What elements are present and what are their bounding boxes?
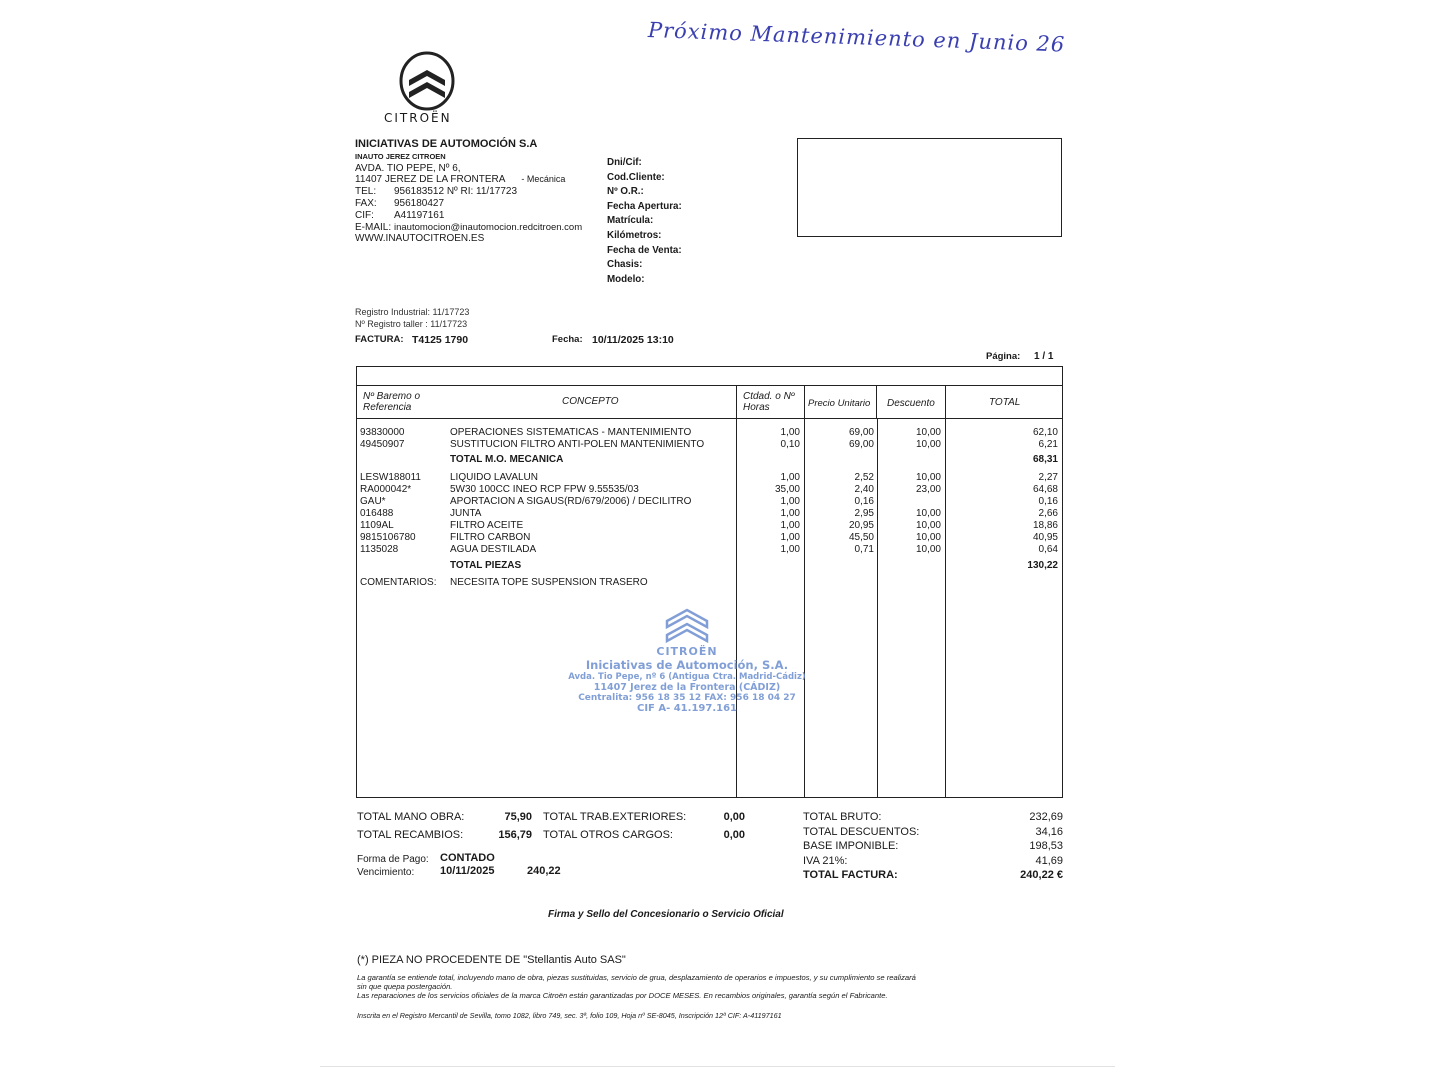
row-total: 62,10 <box>1032 427 1058 438</box>
row-ref: LESW188011 <box>360 472 421 483</box>
stamp-line5: CIF A- 41.197.161 <box>636 703 737 714</box>
row-discount: 10,00 <box>915 439 941 450</box>
legal-line2: Las reparaciones de los servicios oficiales de la marca Citroën están garantizadas por DOCE MESES. En recambios originales, garantía según el Fabricante. <box>357 991 888 1001</box>
row-qty: 1,00 <box>780 496 800 507</box>
row-ref: RA000042* <box>360 484 412 495</box>
row-discount: 23,00 <box>915 484 941 495</box>
header-discount: Descuento <box>887 398 935 409</box>
mano-obra-label: TOTAL MANO OBRA: <box>357 811 465 823</box>
row-concept: JUNTA <box>450 508 482 519</box>
trab-ext-value: 0,00 <box>723 811 745 823</box>
email-label: E-MAIL: <box>355 221 392 233</box>
page-number: 1 / 1 <box>1034 351 1054 362</box>
venc-amount: 240,22 <box>527 865 561 877</box>
dealer-stamp <box>567 605 807 714</box>
header-unit-price: Precio Unitario <box>808 398 871 409</box>
field-fecha-apertura: Fecha Apertura: <box>607 200 682 212</box>
row-unit-price: 0,71 <box>854 544 874 555</box>
company-web: WWW.INAUTOCITROEN.ES <box>355 233 485 245</box>
row-concept: FILTRO CARBON <box>450 532 531 543</box>
descuentos-value: 34,16 <box>1035 825 1063 838</box>
iva-value: 41,69 <box>1035 854 1063 867</box>
page-label: Página: <box>986 351 1021 362</box>
legal-line1: La garantía se entiende total, incluyendo mano de obra, piezas sustituidas, servicio de grua, desplazamiento de operarios e impuestos, y su cumplimiento se realizará sin que quepa postergación. <box>357 973 916 992</box>
row-ref: 1135028 <box>360 544 399 555</box>
row-total: 2,27 <box>1038 472 1058 483</box>
invoice-label: FACTURA: <box>355 334 404 345</box>
customer-address-box <box>797 138 1062 237</box>
row-ref: 1109AL <box>360 520 394 531</box>
row-total: 40,95 <box>1032 532 1058 543</box>
row-total: 2,66 <box>1038 508 1058 519</box>
row-discount: 10,00 <box>915 532 941 543</box>
field-dni: Dni/Cif: <box>607 157 642 168</box>
tel-value: 956183512 Nº RI: 11/17723 <box>394 186 518 198</box>
invoice-date: 10/11/2025 13:10 <box>592 334 674 346</box>
items-table <box>356 366 1063 798</box>
row-concept: 5W30 100CC INEO RCP FPW 9.55535/03 <box>450 484 639 495</box>
field-chasis: Chasis: <box>607 259 643 271</box>
forma-value: CONTADO <box>440 852 495 864</box>
header-concept: CONCEPTO <box>562 396 619 407</box>
forma-label: Forma de Pago: <box>357 854 429 865</box>
venc-date: 10/11/2025 <box>440 865 495 877</box>
page-edge <box>320 1066 1115 1067</box>
stamp-line4: Centralita: 956 18 35 12 FAX: 956 18 04 27 <box>578 693 796 703</box>
stamp-logo-icon <box>662 605 712 643</box>
tel-label: TEL: <box>355 186 377 198</box>
row-concept: AGUA DESTILADA <box>450 544 537 555</box>
row-unit-price: 20,95 <box>848 520 874 531</box>
factura-value: 240,22 € <box>1020 869 1063 882</box>
trab-ext-label: TOTAL TRAB.EXTERIORES: <box>543 811 687 823</box>
summary-right-values <box>970 810 1063 883</box>
row-discount: 10,00 <box>915 520 941 531</box>
bruto-value: 232,69 <box>1029 811 1063 823</box>
field-matricula: Matrícula: <box>607 215 654 227</box>
company-address2: 11407 JEREZ DE LA FRONTERA <box>355 174 506 186</box>
payment-labels <box>357 853 429 879</box>
row-ref: 016488 <box>360 508 394 519</box>
factura-label: TOTAL FACTURA: <box>803 869 898 882</box>
row-discount: 10,00 <box>915 508 941 519</box>
iva-label: IVA 21%: <box>803 854 848 867</box>
row-discount: 10,00 <box>915 427 941 438</box>
company-info <box>355 139 605 245</box>
company-address1: AVDA. TIO PEPE, Nº 6, <box>355 162 461 174</box>
row-unit-price: 2,40 <box>854 484 874 495</box>
customer-fields <box>607 156 682 287</box>
otros-label: TOTAL OTROS CARGOS: <box>543 829 673 841</box>
row-ref: COMENTARIOS: <box>360 577 437 588</box>
summary-mid <box>543 810 686 843</box>
pieza-note: (*) PIEZA NO PROCEDENTE DE "Stellantis Auto SAS" <box>357 954 626 966</box>
header-ref: Nº Baremo o Referencia <box>363 391 421 413</box>
row-total: 64,68 <box>1032 484 1058 495</box>
field-kilometros: Kilómetros: <box>607 229 662 241</box>
registry-info <box>355 307 469 330</box>
row-qty: 1,00 <box>780 427 800 438</box>
mano-obra-value: 75,90 <box>504 811 532 823</box>
summary-right <box>803 810 919 883</box>
row-qty: 1,00 <box>780 472 800 483</box>
row-qty: 1,00 <box>780 532 800 543</box>
row-qty: 0,10 <box>780 439 800 450</box>
brand-name: CITROËN <box>384 111 452 125</box>
recambios-label: TOTAL RECAMBIOS: <box>357 829 464 841</box>
row-qty: 35,00 <box>774 484 800 495</box>
row-total: 68,31 <box>1032 454 1058 465</box>
row-total: 6,21 <box>1038 439 1058 450</box>
row-total: 18,86 <box>1032 520 1058 531</box>
row-concept: NECESITA TOPE SUSPENSION TRASERO <box>450 577 648 588</box>
base-value: 198,53 <box>1029 840 1063 853</box>
row-concept: TOTAL PIEZAS <box>450 560 522 571</box>
payment-values <box>440 852 495 878</box>
mercantil-registry: Inscrita en el Registro Mercantil de Sevilla, tomo 1082, libro 749, sec. 3ª, folio 109, Hoja nº SE-8045, Inscripción 12ª CIF: A-41197161 <box>357 1011 782 1020</box>
stamp-line1: Iniciativas de Automoción, S.A. <box>585 658 789 672</box>
legal-text <box>357 973 927 1001</box>
row-ref: 49450907 <box>360 439 405 450</box>
row-discount: 10,00 <box>915 472 941 483</box>
base-label: BASE IMPONIBLE: <box>803 840 899 853</box>
row-qty: 1,00 <box>780 508 800 519</box>
row-total: 130,22 <box>1027 560 1058 571</box>
row-concept: APORTACION A SIGAUS(RD/679/2006) / DECILITRO <box>450 496 692 507</box>
email-value: inautomocion@inautomocion.redcitroen.com <box>394 221 583 233</box>
registry-industrial: Registro Industrial: 11/17723 <box>355 307 470 317</box>
row-unit-price: 69,00 <box>848 427 874 438</box>
otros-value: 0,00 <box>723 829 745 841</box>
cif-value: A41197161 <box>394 209 445 221</box>
row-unit-price: 2,52 <box>854 472 874 483</box>
field-fecha-venta: Fecha de Venta: <box>607 244 682 256</box>
row-concept: OPERACIONES SISTEMATICAS - MANTENIMIENTO <box>450 427 692 438</box>
summary-left <box>357 810 464 843</box>
summary-left-values <box>470 810 532 843</box>
stamp-brand: CITROËN <box>656 645 718 658</box>
registry-taller: Nº Registro taller : 11/17723 <box>355 318 468 329</box>
field-modelo: Modelo: <box>607 273 645 285</box>
row-total: 0,64 <box>1038 544 1058 555</box>
handwritten-note: Próximo Mantenimiento en Junio 26 <box>647 18 1066 57</box>
recambios-value: 156,79 <box>498 829 532 841</box>
company-branch: INAUTO JEREZ CITROEN <box>355 151 446 161</box>
company-dept: - Mecánica <box>521 174 566 185</box>
summary-mid-values <box>700 810 745 843</box>
stamp-line3: 11407 Jerez de la Frontera (CÁDIZ) <box>593 682 781 693</box>
row-unit-price: 0,16 <box>854 496 874 507</box>
row-qty: 1,00 <box>780 520 800 531</box>
fax-label: FAX: <box>355 197 377 209</box>
row-total: 0,16 <box>1038 496 1058 507</box>
row-unit-price: 45,50 <box>848 532 874 543</box>
row-ref: GAU* <box>360 496 386 507</box>
row-concept: SUSTITUCION FILTRO ANTI-POLEN MANTENIMIENTO <box>450 439 705 450</box>
cif-label: CIF: <box>355 209 374 221</box>
row-concept: TOTAL M.O. MECANICA <box>450 454 564 465</box>
row-ref: 93830000 <box>360 427 405 438</box>
firma-label: Firma y Sello del Concesionario o Servicio Oficial <box>548 909 784 920</box>
descuentos-label: TOTAL DESCUENTOS: <box>803 825 920 838</box>
row-qty: 1,00 <box>780 544 800 555</box>
invoice-date-label: Fecha: <box>552 334 583 345</box>
fax-value: 956180427 <box>394 197 445 209</box>
header-total: TOTAL <box>989 397 1021 408</box>
field-cod-cliente: Cod.Cliente: <box>607 171 665 183</box>
company-name: INICIATIVAS DE AUTOMOCIÓN S.A <box>355 138 538 150</box>
field-or: Nº O.R.: <box>607 186 644 198</box>
row-concept: LIQUIDO LAVALUN <box>450 472 538 483</box>
row-discount: 10,00 <box>915 544 941 555</box>
row-concept: FILTRO ACEITE <box>450 520 524 531</box>
venc-label: Vencimiento: <box>357 867 415 878</box>
stamp-line2: Avda. Tio Pepe, nº 6 (Antigua Ctra. Madrid-Cádiz) <box>568 672 806 682</box>
citroen-logo-icon <box>396 50 458 112</box>
header-qty: Ctdad. o Nº Horas <box>743 391 795 413</box>
row-unit-price: 69,00 <box>848 439 874 450</box>
row-ref: 9815106780 <box>360 532 416 543</box>
bruto-label: TOTAL BRUTO: <box>803 811 882 823</box>
row-unit-price: 2,95 <box>854 508 874 519</box>
invoice-number: T4125 1790 <box>412 334 469 346</box>
